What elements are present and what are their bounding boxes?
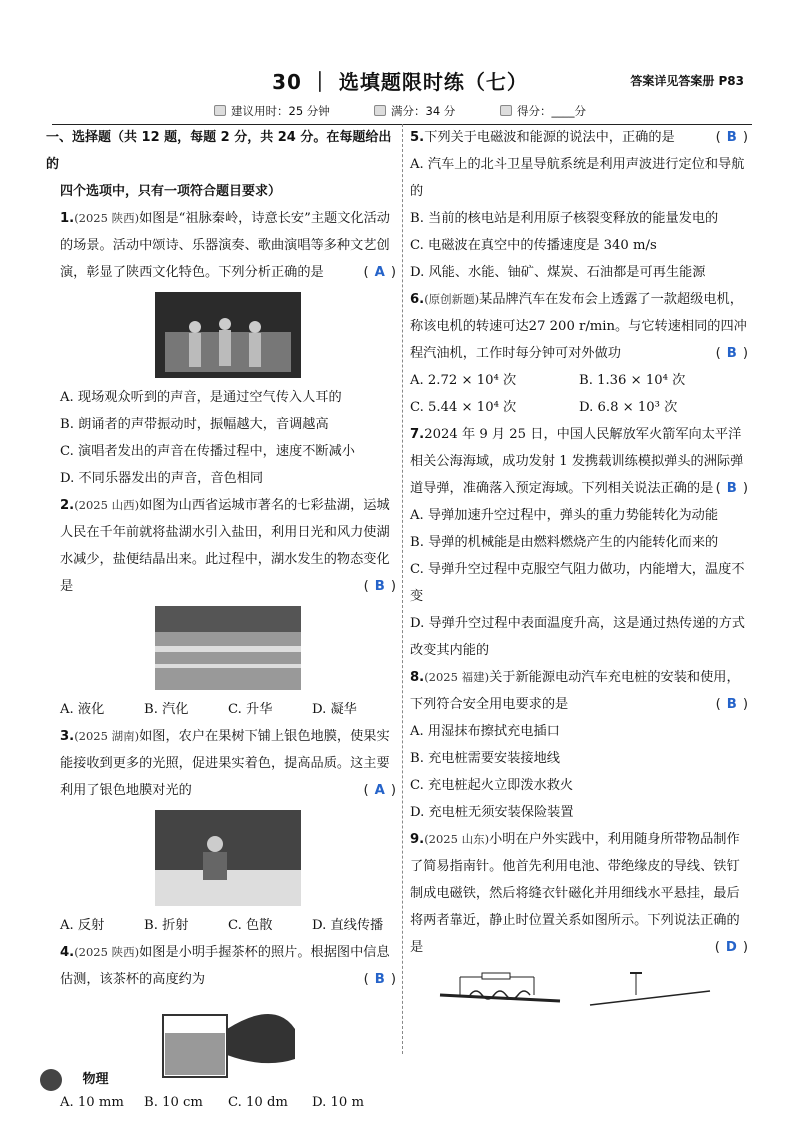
option-b: B. 当前的核电站是利用原子核裂变释放的能量发电的	[410, 211, 719, 226]
meta-full: 满分：34 分	[374, 103, 455, 119]
question-9: 9.(2025 山东)小明在户外实践中，利用随身所带物品制作了简易指南针。他首先利用电池、带绝缘皮的导线、铁钉制成电磁铁，然后将缝衣针磁化并用细线水平悬挂，最后将两者靠近，静止时位置关系如图所示。下列说法正确的是 ( D )	[410, 826, 748, 1015]
option-c: C. 色散	[228, 918, 273, 933]
option-d: D. 直线传播	[312, 918, 384, 933]
option-a: A. 10 mm	[60, 1095, 124, 1110]
clock-icon	[214, 105, 226, 116]
option-d: D. 10 m	[312, 1095, 364, 1110]
option-c: C. 10 dm	[228, 1095, 288, 1110]
question-8: 8.(2025 福建)关于新能源电动汽车充电桩的安装和使用，下列符合安全用电要求的是 ( B ) A. 用湿抹布擦拭充电插口 B. 充电桩需要安装接地线 C. 充电桩起火立即泼水救火 D. 充电桩无须安装保险装置	[410, 664, 748, 826]
question-7: 7.2024 年 9 月 25 日，中国人民解放军火箭军向太平洋相关公海海域，成功发射 1 发携载训练模拟弹头的洲际弹道导弹，准确落入预定海域。下列相关说法正确的是 ( B ) A. 导弹加速升空过程中，弹头的重力势能转化为动能 B. 导弹的机械能是由燃料燃烧产生的内能转化而来的 C. 导弹升空过程中克服空气阻力做功，内能增大，温度不变 D. 导弹升空过程中表面温度升高，这是通过热传递的方式改变其内能的	[410, 421, 748, 664]
meta-score: 得分：____分	[500, 103, 586, 119]
option-a: A. 导弹加速升空过程中，弹头的重力势能转化为动能	[410, 508, 719, 523]
performance-photo	[155, 292, 301, 378]
salt-lake-photo	[155, 606, 301, 690]
answer-bracket: ( B )	[363, 972, 396, 987]
meta-time: 建议用时：25 分钟	[214, 103, 330, 119]
page-header	[0, 66, 800, 96]
option-b: B. 导弹的机械能是由燃料燃烧产生的内能转化而来的	[410, 535, 719, 550]
option-a: A. 现场观众听到的声音，是通过空气传入人耳的	[60, 390, 342, 405]
column-divider	[402, 124, 403, 1054]
option-c: C. 导弹升空过程中克服空气阻力做功，内能增大，温度不变	[410, 562, 745, 604]
option-a: A. 汽车上的北斗卫星导航系统是利用声波进行定位和导航的	[410, 157, 745, 199]
answer-bracket: ( A )	[363, 783, 396, 798]
option-b: B. 10 cm	[144, 1095, 203, 1110]
title-number: 30	[272, 70, 302, 94]
option-a: A. 反射	[60, 918, 105, 933]
answer-bracket: ( A )	[363, 265, 396, 280]
option-a: A. 用湿抹布擦拭充电插口	[410, 724, 560, 739]
page-title: 30 ｜ 选填题限时练（七）	[272, 70, 528, 94]
option-a: A. 2.72 × 10⁴ 次	[410, 373, 517, 388]
orchard-photo	[155, 810, 301, 906]
right-column	[410, 124, 748, 1015]
option-d: D. 充电桩无须安装保险装置	[410, 805, 574, 820]
question-3: 3.(2025 湖南)如图，农户在果树下铺上银色地膜，使果实能接收到更多的光照，促进果实着色，提高品质。这主要利用了银色地膜对光的 ( A ) A. 反射 B. 折射 C. 色散 D. 直线传播	[60, 723, 396, 939]
option-d: D. 6.8 × 10³ 次	[579, 400, 678, 415]
answer-bracket: ( B )	[715, 130, 748, 145]
option-d: D. 风能、水能、铀矿、煤炭、石油都是可再生能源	[410, 265, 706, 280]
answer-reference: 答案详见答案册 P83	[630, 74, 744, 88]
option-b: B. 折射	[144, 918, 189, 933]
question-4: 4.(2025 陕西)如图是小明手握茶杯的照片。根据图中信息估测，该茶杯的高度约为 ( B ) A. 10 mm B. 10 cm C. 10 dm D. 10 m	[60, 939, 396, 1116]
option-b: B. 汽化	[144, 702, 189, 717]
teacup-photo	[155, 999, 301, 1083]
left-column	[46, 124, 396, 1116]
option-a: A. 液化	[60, 702, 105, 717]
question-5: 5.下列关于电磁波和能源的说法中，正确的是 ( B ) A. 汽车上的北斗卫星导航系统是利用声波进行定位和导航的 B. 当前的核电站是利用原子核裂变释放的能量发电的 C. 电磁波在真空中的传播速度是 340 m/s D. 风能、水能、铀矿、煤炭、石油都是可再生能源	[410, 124, 748, 286]
score-icon	[374, 105, 386, 116]
subject-label: 物理	[82, 1072, 109, 1087]
option-b: B. 1.36 × 10⁴ 次	[579, 373, 686, 388]
answer-bracket: ( B )	[715, 346, 748, 361]
question-1: 1.(2025 陕西)如图是“祖脉秦岭，诗意长安”主题文化活动的场景。活动中颂诗、乐器演奏、歌曲演唱等多种文艺创演，彰显了陕西文化特色。下列分析正确的是 ( A ) A. 现场观众听到的声音，是通过空气传入人耳的 B. 朗诵者的声带振动时，振幅越大，音调越高 C. 演唱者发出的声音在传播过程中，速度不断减小 D. 不同乐器发出的声音，音色相同	[60, 205, 396, 492]
option-c: C. 升华	[228, 702, 273, 717]
option-b: B. 朗诵者的声带振动时，振幅越大，音调越高	[60, 417, 329, 432]
answer-bracket: ( B )	[363, 579, 396, 594]
question-6: 6.(原创新题)某品牌汽车在发布会上透露了一款超级电机，称该电机的转速可达27 200 r/min。与它转速相同的四冲程汽油机，工作时每分钟可对外做功 ( B ) A. 2.72 × 10⁴ 次 B. 1.36 × 10⁴ 次 C. 5.44 × 10⁴ 次 D. 6.8 × 10³ 次	[410, 286, 748, 421]
compass-diagram	[410, 965, 740, 1015]
option-b: B. 充电桩需要安装接地线	[410, 751, 560, 766]
footer-logo-icon	[40, 1069, 62, 1091]
page-footer	[40, 1068, 109, 1091]
option-c: C. 充电桩起火立即泼水救火	[410, 778, 574, 793]
answer-bracket: ( B )	[715, 481, 748, 496]
title-text: 选填题限时练（七）	[338, 70, 528, 94]
answer-bracket: ( D )	[714, 940, 748, 955]
section-title: 一、选择题（共 12 题，每题 2 分，共 24 分。在每题给出的 四个选项中，只有一项符合题目要求）	[46, 130, 392, 199]
option-d: D. 不同乐器发出的声音，音色相同	[60, 471, 264, 486]
option-d: D. 凝华	[312, 702, 357, 717]
pen-icon	[500, 105, 512, 116]
answer-bracket: ( B )	[715, 697, 748, 712]
option-d: D. 导弹升空过程中表面温度升高，这是通过热传递的方式改变其内能的	[410, 616, 745, 658]
option-c: C. 5.44 × 10⁴ 次	[410, 400, 517, 415]
option-c: C. 电磁波在真空中的传播速度是 340 m/s	[410, 238, 657, 253]
option-c: C. 演唱者发出的声音在传播过程中，速度不断减小	[60, 444, 355, 459]
question-2: 2.(2025 山西)如图为山西省运城市著名的七彩盐湖，运城人民在千年前就将盐湖水引入盐田，利用日光和风力使湖水减少，盐便结晶出来。此过程中，湖水发生的物态变化是 ( B ) A. 液化 B. 汽化 C. 升华 D. 凝华	[60, 492, 396, 723]
